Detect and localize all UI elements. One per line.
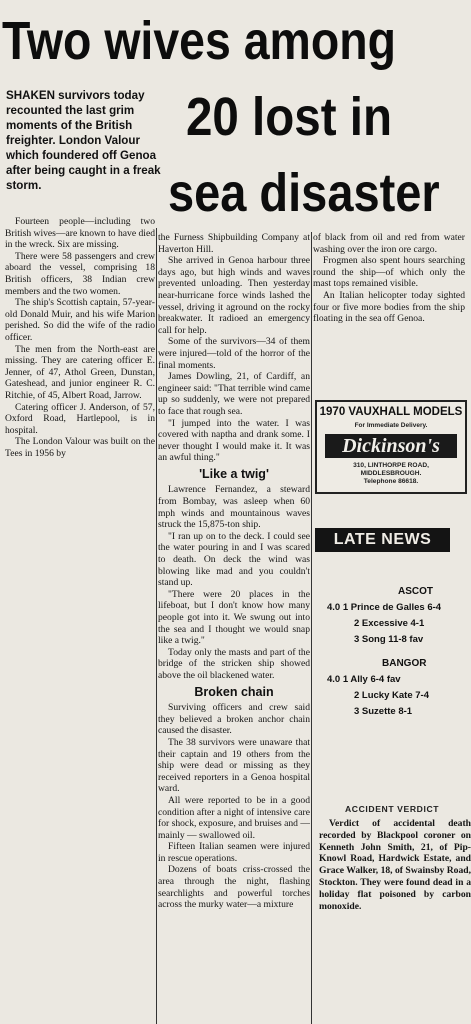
paragraph: All were reported to be in a good condition after a night of intensive care for shock, exposure, and bruises and — mainly — swallowed oil.	[158, 794, 310, 841]
bangor-result-3: 3 Suzette 8-1	[354, 706, 413, 717]
ascot-result-3: 3 Song 11-8 fav	[354, 634, 424, 645]
paragraph: Some of the survivors—34 of them were injured—told of the horror of the final moments.	[158, 336, 310, 371]
article-column-1	[5, 216, 155, 459]
paragraph: Surviving officers and crew said they believed a broken anchor chain caused the disaster.	[158, 702, 310, 737]
headline-line-2: 20 lost in	[186, 87, 392, 147]
accident-verdict-text	[319, 818, 471, 912]
lede-paragraph: SHAKEN survivors today recounted the last grim moments of the British freighter. London Valour which foundered off Genoa after being caught in a freak storm.	[6, 89, 161, 192]
paragraph: of black from oil and red from water washing over the iron ore cargo.	[313, 232, 465, 255]
article-column-3	[313, 232, 465, 325]
paragraph: There were 58 passengers and crew aboard the vessel, comprising 18 British officers, 38 Indian crew members and the two women.	[5, 250, 155, 297]
ad-subtitle: For Immediate Delivery.	[354, 422, 428, 429]
ad-title: 1970 VAUXHALL MODELS	[319, 406, 463, 418]
paragraph: Lawrence Fernandez, a steward from Bombay, was asleep when 60 mph winds and mountainous waves struck the 15,875-ton ship.	[158, 484, 310, 531]
article-column-2	[158, 232, 310, 911]
ad-address-line-2: MIDDLESBROUGH.	[360, 470, 422, 477]
bangor-heading: BANGOR	[382, 658, 427, 669]
paragraph: The men from the North-east are missing. They are catering officer E. Jenner, of 47, Athol Green, Dunstan, Gateshead, and junior engineer R. C. Ritchie, of 45, Albert Road, Jarrow.	[5, 343, 155, 401]
paragraph: "I jumped into the water. I was covered with naptha and drank some. I never thought I would make it. It was an awful thing."	[158, 417, 310, 464]
ad-address-line-1: 310, LINTHORPE ROAD,	[353, 462, 429, 469]
accident-verdict-heading: ACCIDENT VERDICT	[345, 804, 440, 814]
paragraph: "I ran up on to the deck. I could see the water pouring in and I was scared to death. On deck the wind was blowing like mad and you couldn't stand up.	[158, 530, 310, 589]
vauxhall-advertisement	[315, 400, 467, 494]
subheading-like-a-twig: 'Like a twig'	[199, 466, 269, 481]
paragraph: Catering officer J. Anderson, of 57, Oxford Road, Hartlepool, is in hospital.	[5, 401, 155, 436]
paragraph: Fifteen Italian seamen were injured in rescue operations.	[158, 841, 310, 864]
late-news-banner: LATE NEWS	[315, 528, 450, 552]
headline-line-3: sea disaster	[168, 163, 440, 223]
paragraph: She arrived in Genoa harbour three days ago, but high winds and waves prevented unloading. Then yesterday near-hurricane force winds lashed the vessel, driving it aground on the rocky breakwater. It radioed an emergency call for help.	[158, 255, 310, 336]
bangor-result-1: 4.0 1 Ally 6-4 fav	[327, 674, 401, 685]
paragraph: The London Valour was built on the Tees in 1956 by	[5, 436, 155, 459]
paragraph: the Furness Shipbuilding Company at Haverton Hill.	[158, 232, 310, 255]
paragraph: Fourteen people—including two British wives—are known to have died in the wreck. Six are missing.	[5, 216, 156, 251]
paragraph: James Dowling, 21, of Cardiff, an engineer said: "That terrible wind came up so suddenly, we were not prepared to face that rough sea.	[158, 371, 310, 417]
paragraph: The ship's Scottish captain, 57-year-old Donald Muir, and his wife Marion perished. So did the wife of the radio officer.	[5, 297, 155, 343]
paragraph: Verdict of accidental death recorded by Blackpool coroner on Kenneth John Smith, 21, of Pip-Knowl Road, Hardwick Estate, and Grace Walker, 18, of Swainsby Road, Stockton. They were found dead in a holiday flat poisoned by carbon monoxide.	[319, 818, 471, 912]
paragraph: Dozens of boats criss-crossed the area through the night, flashing searchlights and powerful torches across the murky water—a mixture	[158, 864, 310, 911]
headline-line-1: Two wives among	[2, 11, 396, 71]
paragraph: The 38 survivors were unaware that their captain and 19 others from the ship were dead or missing as they received reporters in a Genoa hospital ward.	[158, 736, 310, 795]
ascot-result-2: 2 Excessive 4-1	[354, 618, 425, 629]
paragraph: Today only the masts and part of the bridge of the stricken ship showed above the oil blackened water.	[158, 646, 310, 681]
paragraph: "There were 20 places in the lifeboat, but I don't know how many people got into it. We swung out into the sea and I thought we would snap like a twig."	[158, 588, 310, 647]
paragraph: Frogmen also spent hours searching round the ship—of which only the mast tops remained visible.	[313, 255, 465, 290]
ascot-result-1: 4.0 1 Prince de Galles 6-4	[327, 602, 442, 613]
ad-address	[317, 462, 465, 486]
bangor-result-2: 2 Lucky Kate 7-4	[354, 690, 429, 701]
ad-phone: Telephone 86618.	[363, 478, 419, 485]
column-rule	[156, 228, 157, 1024]
dealer-logo: Dickinson's	[325, 434, 457, 458]
column-rule	[311, 232, 312, 1024]
subheading-broken-chain: Broken chain	[194, 684, 274, 699]
ascot-heading: ASCOT	[398, 586, 433, 597]
paragraph: An Italian helicopter today sighted four or five more bodies from the ship floating in the sea off Genoa.	[313, 289, 465, 325]
